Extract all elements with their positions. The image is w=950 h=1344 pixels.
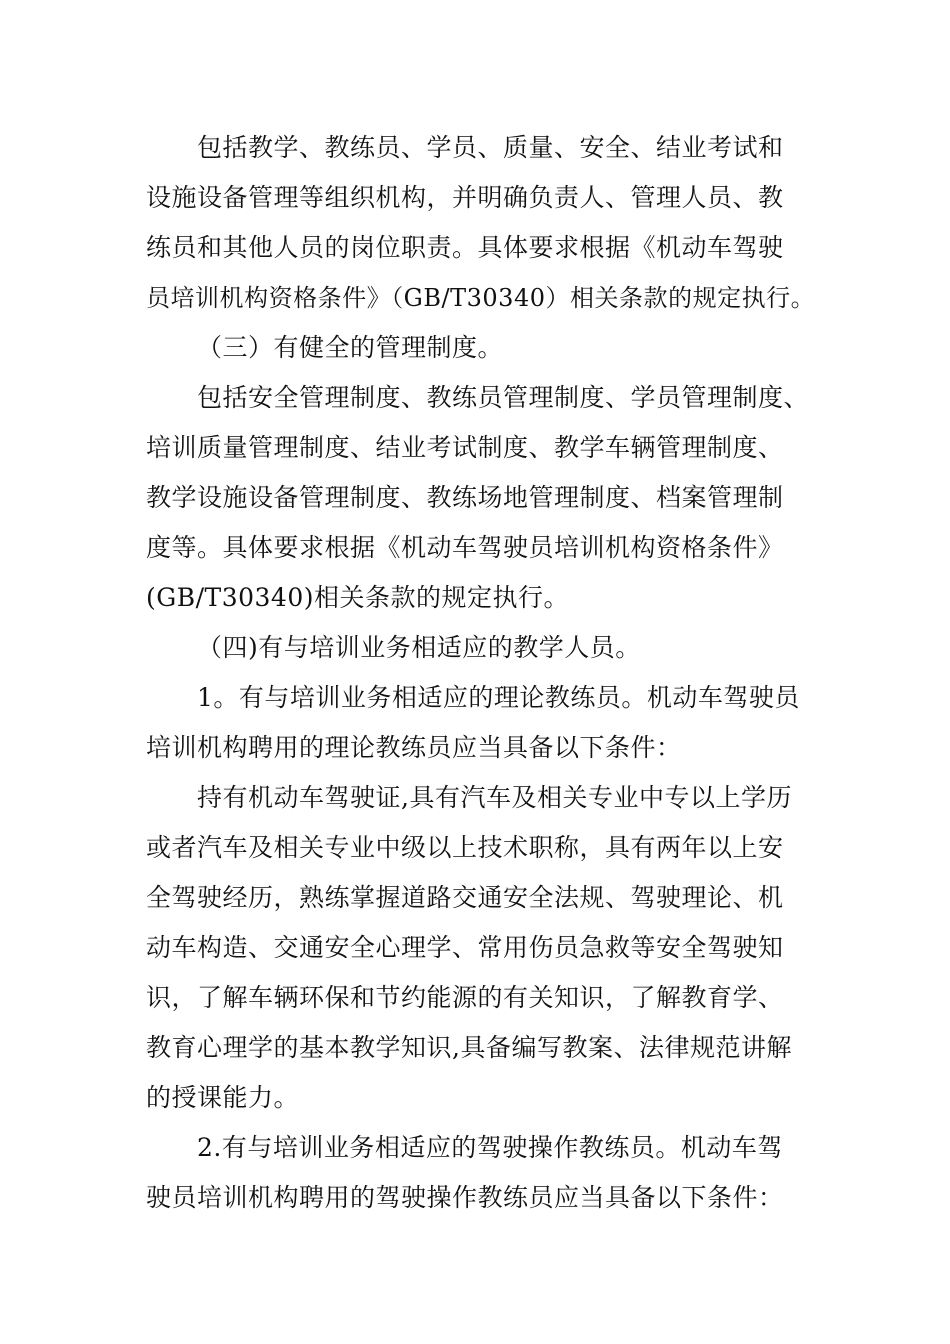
- text-line: 培训机构聘用的理论教练员应当具备以下条件：: [146, 733, 682, 762]
- text-line: 2.有与培训业务相适应的驾驶操作教练员。机动车驾: [197, 1133, 783, 1162]
- text-line: 设施设备管理等组织机构，并明确负责人、管理人员、教: [146, 183, 784, 212]
- section-heading: （三）有健全的管理制度。: [197, 333, 504, 362]
- section-heading: （四)有与培训业务相适应的教学人员。: [197, 633, 641, 662]
- text-line: (GB/T30340)相关条款的规定执行。: [146, 583, 569, 612]
- text-line: 1。有与培训业务相适应的理论教练员。机动车驾驶员: [197, 683, 800, 712]
- text-line: 员培训机构资格条件》（GB/T30340）相关条款的规定执行。: [146, 284, 816, 312]
- text-line: 教育心理学的基本教学知识,具备编写教案、法律规范讲解: [146, 1033, 792, 1062]
- text-line: 全驾驶经历，熟练掌握道路交通安全法规、驾驶理论、机: [146, 883, 784, 912]
- text-line: 持有机动车驾驶证,具有汽车及相关专业中专以上学历: [197, 783, 792, 812]
- text-line: 包括教学、教练员、学员、质量、安全、结业考试和: [197, 133, 784, 162]
- text-line: 识，了解车辆环保和节约能源的有关知识，了解教育学、: [146, 983, 784, 1012]
- text-line: 包括安全管理制度、教练员管理制度、学员管理制度、: [197, 383, 810, 412]
- text-line: 的授课能力。: [146, 1083, 300, 1112]
- text-line: 驶员培训机构聘用的驾驶操作教练员应当具备以下条件：: [146, 1183, 784, 1212]
- text-line: 度等。具体要求根据《机动车驾驶员培训机构资格条件》: [146, 533, 784, 562]
- text-line: 教学设施设备管理制度、教练场地管理制度、档案管理制: [146, 483, 784, 512]
- text-line: 动车构造、交通安全心理学、常用伤员急救等安全驾驶知: [146, 933, 784, 962]
- text-line: 或者汽车及相关专业中级以上技术职称，具有两年以上安: [146, 833, 784, 862]
- text-line: 练员和其他人员的岗位职责。具体要求根据《机动车驾驶: [146, 233, 784, 262]
- text-line: 培训质量管理制度、结业考试制度、教学车辆管理制度、: [146, 433, 784, 462]
